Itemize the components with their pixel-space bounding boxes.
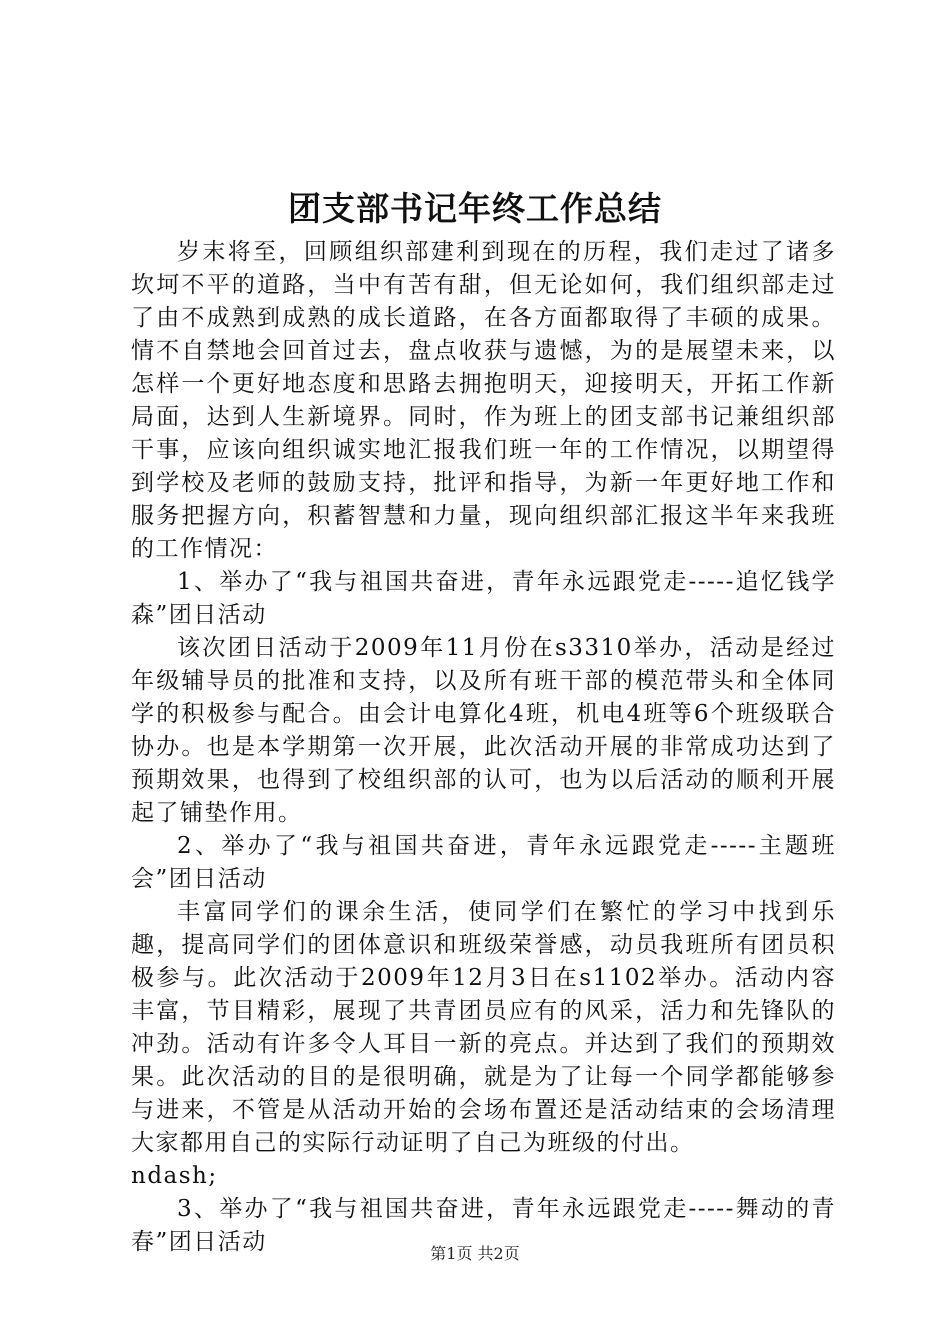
document-body xyxy=(131,236,836,1259)
page-footer: 第1页 共2页 xyxy=(430,1244,520,1263)
paragraph-item-2-heading: 2、举办了“我与祖国共奋进，青年永远跟党走-----主题班会”团日活动 xyxy=(131,833,836,892)
paragraph-item-2-body: 丰富同学们的课余生活，使同学们在繁忙的学习中找到乐趣，提高同学们的团体意识和班级荣誉感，动员我班所有团员积极参与。此次活动于2009年12月3日在s1102举办。活动内容丰富，节目精彩，展现了共青团员应有的风采，活力和先锋队的冲劲。活动有许多令人耳目一新的亮点。并达到了我们的预期效果。此次活动的目的是很明确，就是为了让每一个同学都能够参与进来，不管是从活动开始的会场布置还是活动结束的会场清理大家都用自己的实际行动证明了自己为班级的付出。 xyxy=(131,899,836,1156)
paragraph-intro: 岁末将至，回顾组织部建利到现在的历程，我们走过了诸多坎坷不平的道路，当中有苦有甜，但无论如何，我们组织部走过了由不成熟到成熟的成长道路，在各方面都取得了丰硕的成果。情不自禁地会回首过去，盘点收获与遗憾，为的是展望未来，以怎样一个更好地态度和思路去拥抱明天，迎接明天，开拓工作新局面，达到人生新境界。同时，作为班上的团支部书记兼组织部干事，应该向组织诚实地汇报我们班一年的工作情况，以期望得到学校及老师的鼓励支持，批评和指导，为新一年更好地工作和服务把握方向，积蓄智慧和力量，现向组织部汇报这半年来我班的工作情况： xyxy=(131,239,836,562)
document-title: 团支部书记年终工作总结 xyxy=(288,189,662,228)
paragraph-stray-entity: ndash; xyxy=(131,1163,218,1189)
paragraph-item-3-heading: 3、举办了“我与祖国共奋进，青年永远跟党走-----舞动的青春”团日活动 xyxy=(131,1196,836,1255)
paragraph-item-1-body: 该次团日活动于2009年11月份在s3310举办，活动是经过年级辅导员的批准和支持，以及所有班干部的模范带头和全体同学的积极参与配合。由会计电算化4班，机电4班等6个班级联合协办。也是本学期第一次开展，此次活动开展的非常成功达到了预期效果，也得到了校组织部的认可，也为以后活动的顺利开展起了铺垫作用。 xyxy=(131,635,836,826)
paragraph-item-1-heading: 1、举办了“我与祖国共奋进，青年永远跟党走-----追忆钱学森”团日活动 xyxy=(131,569,836,628)
